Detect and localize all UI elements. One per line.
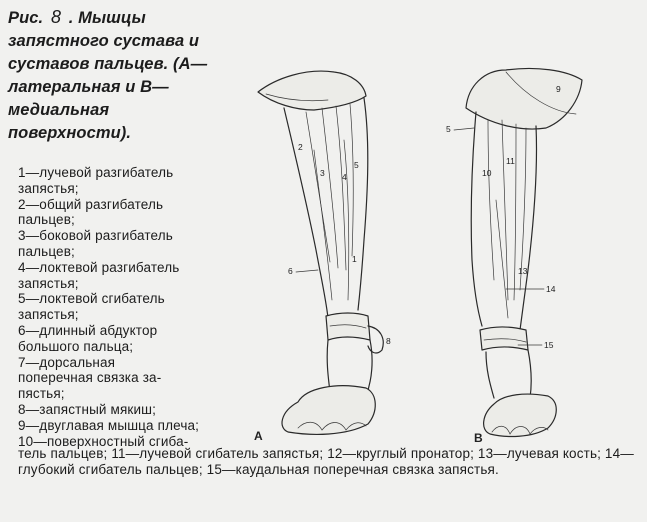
legend-item: 5—локтевой сгибатель запястья;: [18, 291, 165, 323]
legend-footer-text: тель пальцев; 11—лучевой сгибатель запястья; 12—круглый пронатор; 13—лучевая кость; 14—глубокий сгибатель пальцев; 15—каудальная поперечная связка запястья.: [18, 446, 634, 477]
legend-list: [18, 165, 240, 449]
marker-label: 3: [320, 168, 325, 178]
marker-label: 8: [386, 336, 391, 346]
marker-label: 10: [482, 168, 492, 178]
legend-item: 9—двуглавая мышца плеча;: [18, 417, 200, 433]
figure-label: Рис.: [8, 9, 44, 27]
marker-label: 4: [342, 172, 347, 182]
marker-label: 5: [446, 124, 451, 134]
marker-label: 6: [288, 266, 293, 276]
view-label-b: В: [474, 431, 483, 445]
legend-item: 1—лучевой разгибатель запястья;: [18, 165, 174, 196]
figure-title: . Мышцы запястного сустава и суставов пальцев.: [8, 9, 200, 73]
marker-label: 9: [556, 84, 561, 94]
legend-item: 2—общий разгибатель пальцев;: [18, 196, 164, 228]
legend-item: 7—дорсальная поперечная связка за- пястья;: [18, 354, 162, 402]
legend-item: 10—поверхностный сгиба-: [18, 433, 189, 449]
marker-label: 15: [544, 340, 554, 350]
marker-label: 5: [354, 160, 359, 170]
legend-item: 3—боковой разгибатель пальцев;: [18, 228, 173, 259]
marker-label: 2: [298, 142, 303, 152]
leg-a-drawing: [258, 71, 383, 434]
view-label-a: А: [254, 429, 263, 443]
figure-number: 8: [50, 7, 62, 27]
legend-item: 4—локтевой разгибатель запястья;: [18, 259, 180, 291]
figure-caption: [8, 6, 236, 145]
legend-item: 6—длинный абдуктор большого пальца;: [18, 322, 158, 354]
marker-label: 14: [546, 284, 556, 294]
figure-subtitle: (А—латеральная и В—медиальная поверхности).: [8, 55, 208, 142]
legend-item: 8—запястный мякиш;: [18, 401, 157, 417]
leg-b-markers: [446, 84, 561, 445]
marker-label: 13: [518, 266, 528, 276]
anatomical-illustration: [236, 0, 647, 448]
marker-label: 1: [352, 254, 357, 264]
marker-label: 11: [506, 156, 515, 166]
leg-b-drawing: [466, 68, 582, 436]
